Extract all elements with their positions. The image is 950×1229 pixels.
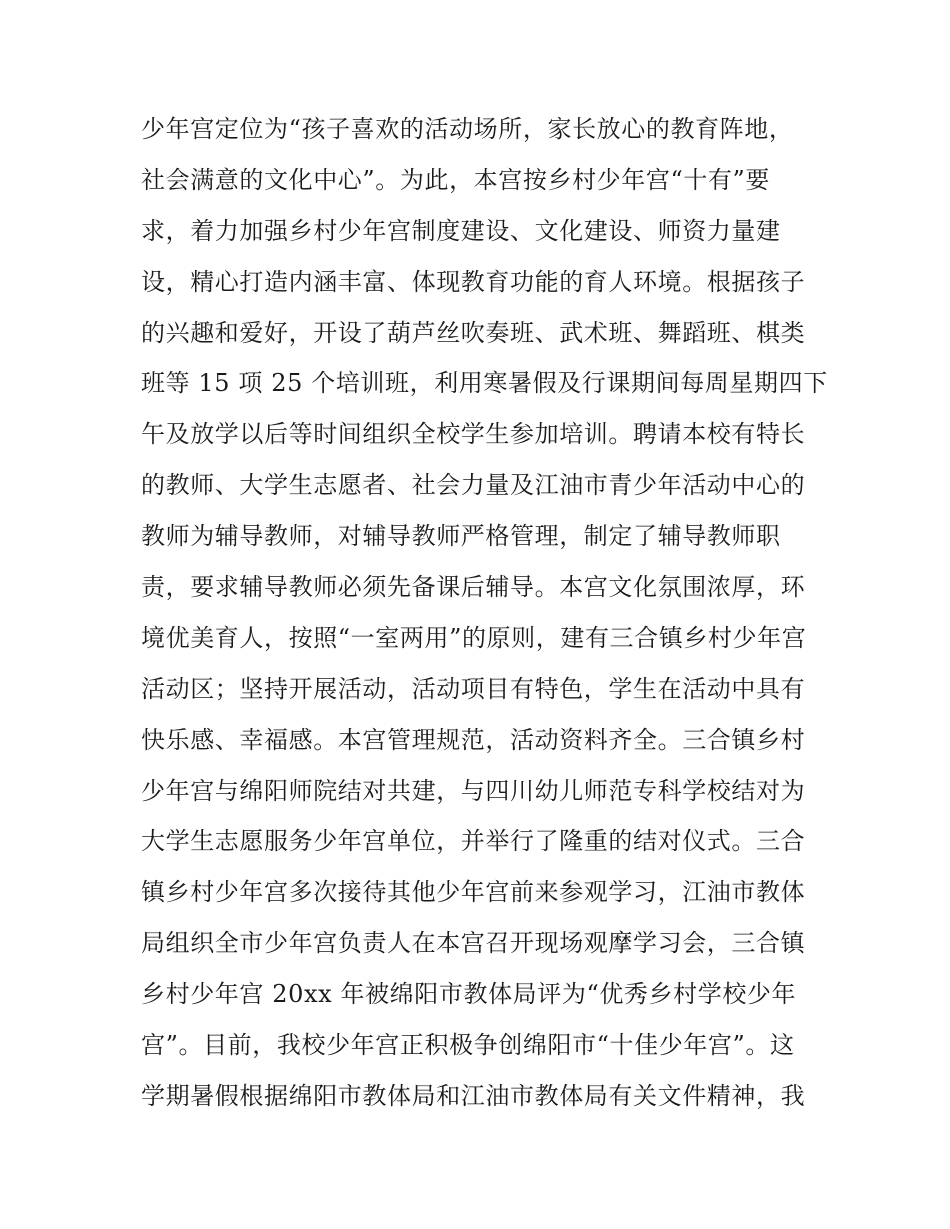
text-line: 境优美育人，按照“一室两用”的原则，建有三合镇乡村少年宫	[141, 623, 807, 652]
text-line: 局组织全市少年宫负责人在本宫召开现场观摩学习会，三合镇	[141, 929, 806, 958]
text-line: 求，着力加强乡村少年宫制度建设、文化建设、师资力量建	[141, 216, 781, 245]
text-line: 学期暑假根据绵阳市教体局和江油市教体局有关文件精神，我	[141, 1081, 806, 1110]
text-line: 快乐感、幸福感。本宫管理规范，活动资料齐全。三合镇乡村	[141, 725, 806, 754]
text-line: 宫”。目前，我校少年宫正积极争创绵阳市“十佳少年宫”。这	[141, 1031, 795, 1060]
text-line: 活动区；坚持开展活动，活动项目有特色，学生在活动中具有	[141, 674, 806, 703]
text-line: 镇乡村少年宫多次接待其他少年宫前来参观学习，江油市教体	[141, 878, 806, 907]
text-line: 班等 15 项 25 个培训班，利用寒暑假及行课期间每周星期四下	[141, 369, 828, 398]
body-paragraph	[141, 104, 831, 1122]
text-line: 午及放学以后等时间组织全校学生参加培训。聘请本校有特长	[141, 420, 806, 449]
text-line: 设，精心打造内涵丰富、体现教育功能的育人环境。根据孩子	[141, 267, 806, 296]
text-line: 的兴趣和爱好，开设了葫芦丝吹奏班、武术班、舞蹈班、棋类	[141, 318, 806, 347]
text-line: 少年宫与绵阳师院结对共建，与四川幼儿师范专科学校结对为	[141, 776, 806, 805]
text-line: 教师为辅导教师，对辅导教师严格管理，制定了辅导教师职	[141, 522, 781, 551]
text-line: 乡村少年宫 20xx 年被绵阳市教体局评为“优秀乡村学校少年	[141, 980, 797, 1009]
text-line: 少年宫定位为“孩子喜欢的活动场所，家长放心的教育阵地，	[141, 115, 794, 143]
text-line: 责，要求辅导教师必须先备课后辅导。本宫文化氛围浓厚，环	[141, 573, 806, 602]
text-line: 社会满意的文化中心”。为此，本宫按乡村少年宫“十有”要	[141, 165, 771, 194]
text-line: 的教师、大学生志愿者、社会力量及江油市青少年活动中心的	[141, 471, 806, 500]
text-line: 大学生志愿服务少年宫单位，并举行了隆重的结对仪式。三合	[141, 827, 806, 856]
